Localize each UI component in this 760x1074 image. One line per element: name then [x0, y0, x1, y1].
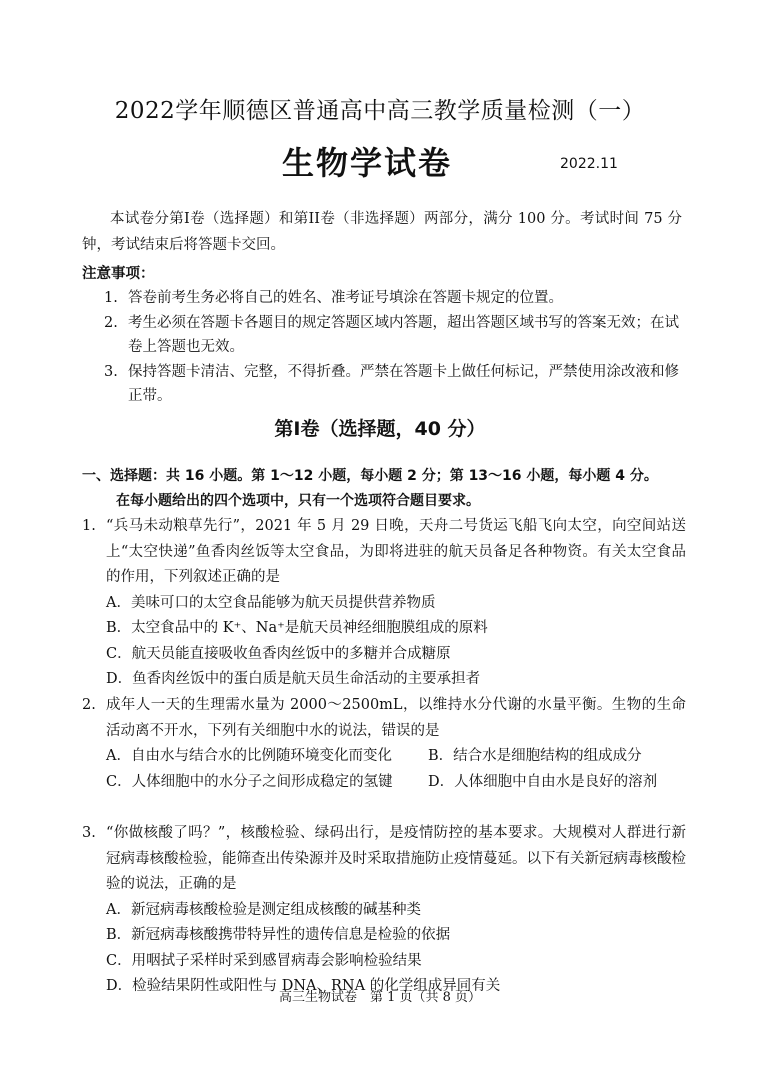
option-b: B．太空食品中的 K⁺、Na⁺是航天员神经细胞膜组成的原料 [106, 620, 488, 636]
option-d: D．人体细胞中自由水是良好的溶剂 [428, 773, 658, 790]
part-instructions-line: 一、选择题：共 16 小题。第 1～12 小题，每小题 2 分；第 13～16 小题，每小题 4 分。 [82, 468, 658, 484]
option-b: B．结合水是细胞结构的组成成分 [428, 748, 642, 764]
question-stem: “兵马未动粮草先行”，2021 年 5 月 29 日晚，天舟二号货运飞船飞向太空，向空间站送上“太空快递”鱼香肉丝饭等太空食品，为即将进驻的航天员备足各种物资。有关太空食品的作用，下列叙述正确的是 [106, 518, 686, 585]
question-3 [82, 821, 686, 1000]
exam-title: 2022学年顺德区普通高中高三教学质量检测（一） [114, 98, 646, 124]
question-1 [82, 514, 686, 693]
exam-date: 2022.11 [560, 156, 618, 172]
question-stem-row [82, 821, 686, 898]
question-2 [82, 693, 686, 795]
option-row [82, 744, 686, 770]
notice-item-text: 答卷前考生务必将自己的姓名、准考证号填涂在答题卡规定的位置。 [128, 290, 563, 306]
option-a: A．新冠病毒核酸检验是测定组成核酸的碱基种类 [106, 901, 421, 918]
intro-paragraph: 本试卷分第I卷（选择题）和第II卷（非选择题）两部分，满分 100 分。考试时间 75 分钟，考试结束后将答题卡交回。 [82, 211, 682, 253]
notice-list [104, 286, 682, 409]
question-number: 3. [82, 825, 96, 841]
option-b: B．新冠病毒核酸携带特异性的遗传信息是检验的依据 [106, 927, 451, 943]
option-d: D．鱼香肉丝饭中的蛋白质是航天员生命活动的主要承担者 [106, 671, 481, 687]
option-c: C．人体细胞中的水分子之间形成稳定的氢键 [106, 773, 393, 790]
part-instructions [82, 464, 682, 514]
option-a: A．自由水与结合水的比例随环境变化而变化 [106, 748, 392, 764]
question-stem: “你做核酸了吗？”，核酸检验、绿码出行，是疫情防控的基本要求。大规模对人群进行新冠病毒核酸检验，能筛查出传染源并及时采取措施防止疫情蔓延。以下有关新冠病毒核酸检验的说法，正确的是 [106, 825, 686, 892]
question-number: 2. [82, 697, 96, 713]
option-d: D．检验结果阴性或阳性与 DNA、RNA 的化学组成异同有关 [106, 978, 501, 994]
page-footer: 高三生物试卷 第 1 页（共 8 页） [278, 990, 482, 1005]
notice-item-text: 考生必须在答题卡各题目的规定答题区域内答题，超出答题区域书写的答案无效；在试卷上答题也无效。 [128, 314, 679, 355]
option-row [82, 770, 686, 796]
notice-item-number: 3. [104, 363, 118, 380]
part-instructions-line: 在每小题给出的四个选项中，只有一个选项符合题目要求。 [116, 493, 480, 509]
question-stem-row [82, 693, 686, 744]
question-stem-row [82, 514, 686, 591]
option-a: A．美味可口的太空食品能够为航天员提供营养物质 [106, 594, 436, 611]
notice-item-number: 1. [104, 290, 118, 306]
question-number: 1. [82, 518, 96, 534]
notice-item [104, 311, 682, 360]
question-stem: 成年人一天的生理需水量为 2000～2500mL，以维持水分代谢的水量平衡。生物的生命活动离不开水，下列有关细胞中水的说法，错误的是 [106, 697, 686, 739]
option-c: C．航天员能直接吸收鱼香肉丝饭中的多糖并合成糖原 [106, 645, 451, 662]
notice-item-text: 保持答题卡清洁、完整，不得折叠。严禁在答题卡上做任何标记，严禁使用涂改液和修正带。 [128, 363, 679, 404]
notice-title: 注意事项： [82, 266, 155, 282]
notice-item [104, 360, 682, 409]
section-title: 第I卷（选择题，40 分） [274, 418, 486, 440]
notice-item [104, 286, 682, 311]
notice-item-number: 2. [104, 314, 118, 331]
subject-title: 生物学试卷 [282, 144, 453, 182]
option-c: C．用咽拭子采样时采到感冒病毒会影响检验结果 [106, 952, 422, 969]
